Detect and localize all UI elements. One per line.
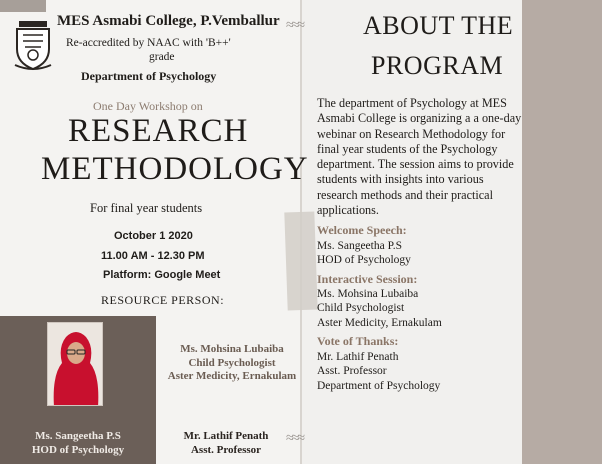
- department-name: Department of Psychology: [81, 69, 217, 83]
- decorative-corner: [0, 0, 46, 12]
- college-name: MES Asmabi College, P.Vemballur: [57, 13, 280, 29]
- resource-person-heading: RESOURCE PERSON:: [101, 293, 225, 307]
- decorative-strip: [522, 0, 602, 464]
- speaker-name: Ms. Mohsina Lubaiba: [180, 343, 284, 355]
- speaker-org: Aster Medicity, Ernakulam: [167, 370, 297, 382]
- squiggle-icon: ≈≈≈: [286, 18, 304, 33]
- speaker-photo: [47, 322, 103, 406]
- event-title-line1: RESEARCH: [68, 113, 249, 149]
- event-date: October 1 2020: [114, 230, 193, 242]
- speaker-role: HOD of Psychology: [31, 443, 125, 456]
- event-platform: Platform: Google Meet: [103, 269, 221, 281]
- section-line: Department of Psychology: [317, 379, 441, 392]
- speaker-role: Child Psychologist: [188, 356, 276, 369]
- speaker-role: Asst. Professor: [190, 443, 262, 456]
- speaker-card-mohsina: [160, 343, 304, 384]
- college-logo: [13, 17, 53, 73]
- section-line: HOD of Psychology: [317, 254, 411, 267]
- about-title-line1: ABOUT THE: [363, 11, 514, 40]
- accreditation-text-2: grade: [149, 51, 175, 63]
- speaker-portrait-icon: [48, 323, 103, 406]
- section-heading: Welcome Speech:: [317, 223, 407, 238]
- event-audience: For final year students: [90, 201, 203, 215]
- vote-of-thanks-section: [317, 334, 525, 393]
- section-line: Aster Medicity, Ernakulam: [317, 316, 442, 329]
- section-line: Ms. Sangeetha P.S: [317, 239, 402, 252]
- section-line: Child Psychologist: [317, 302, 405, 315]
- speaker-name: Ms. Sangeetha P.S: [35, 430, 121, 442]
- decorative-tape: [284, 212, 317, 311]
- section-line: Ms. Mohsina Lubaiba: [317, 287, 419, 300]
- speaker-card-lathif: [176, 430, 276, 457]
- squiggle-icon: ≈≈≈: [286, 431, 304, 446]
- speaker-name: Mr. Lathif Penath: [183, 430, 269, 442]
- speaker-card-sangeetha: [18, 430, 138, 457]
- about-section: [317, 96, 525, 393]
- interactive-session-section: [317, 272, 525, 331]
- section-line: Asst. Professor: [317, 365, 387, 378]
- section-heading: Interactive Session:: [317, 271, 418, 286]
- accreditation-text: Re-accredited by NAAC with 'B++': [66, 37, 231, 49]
- event-time: 11.00 AM - 12.30 PM: [101, 250, 205, 262]
- welcome-speech-section: [317, 223, 525, 267]
- about-title-line2: PROGRAM: [371, 51, 504, 80]
- about-description: The department of Psychology at MES Asmabi College is organizing a a one-day webinar on Research Methodology for final year students of the Psychology department. The session aims to provide students with insights into various research methods and their practical applications.: [317, 96, 522, 218]
- section-heading: Vote of Thanks:: [317, 334, 399, 349]
- section-line: Mr. Lathif Penath: [317, 350, 399, 363]
- event-title-line2: METHODOLOGY: [41, 151, 309, 187]
- event-kicker: One Day Workshop on: [93, 99, 203, 113]
